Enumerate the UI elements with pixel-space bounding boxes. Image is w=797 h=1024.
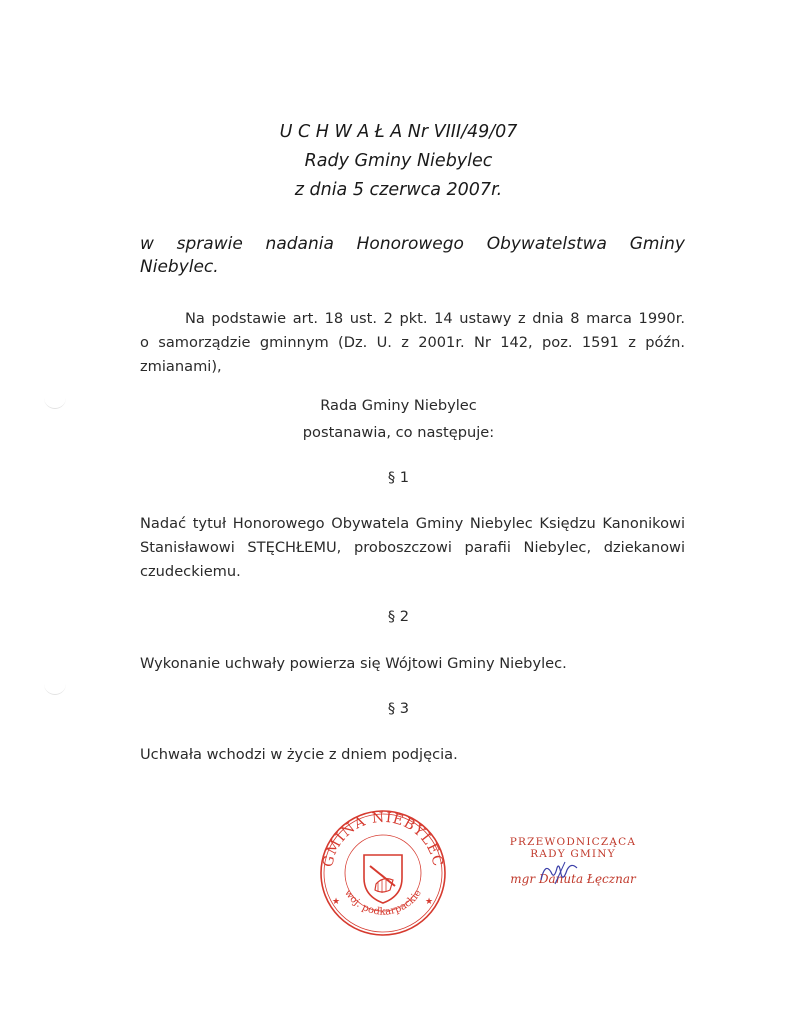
- legal-basis-line: o samorządzie gminnym (Dz. U. z 2001r. Nr 142, poz. 1591 z późn.: [140, 334, 685, 351]
- legal-basis-line: Na podstawie art. 18 ust. 2 pkt. 14 ustawy z dnia 8 marca 1990r.: [185, 310, 685, 327]
- section-mark-1: § 1: [387, 469, 410, 486]
- legal-basis-paragraph: [140, 307, 685, 379]
- coat-of-arms-shield-icon: [364, 855, 402, 903]
- legal-basis-line: zmianami),: [140, 358, 222, 375]
- section-2-text: [140, 652, 685, 676]
- subject-line-1: w sprawie nadania Honorowego Obywatelstwa Gminy: [140, 234, 685, 254]
- section-1-text: [140, 512, 685, 584]
- signatory-title: PRZEWODNICZĄCA: [509, 836, 637, 848]
- handwritten-signature: [535, 858, 585, 888]
- official-seal-stamp: [318, 808, 448, 938]
- svg-text:★: ★: [332, 897, 341, 907]
- seal-inner-text: woj. podkarpackie: [342, 887, 424, 918]
- council-name: Rada Gminy Niebylec: [320, 397, 477, 414]
- resolution-number: U C H W A Ł A Nr VIII/49/07: [279, 122, 518, 142]
- section-mark-2: § 2: [387, 608, 410, 625]
- section-mark-3: § 3: [387, 700, 410, 717]
- council-decides: postanawia, co następuje:: [302, 424, 495, 441]
- resolution-date: z dnia 5 czerwca 2007r.: [294, 180, 503, 200]
- section-3-line: Uchwała wchodzi w życie z dniem podjęcia.: [140, 746, 458, 763]
- section-2-line: Wykonanie uchwały powierza się Wójtowi Gminy Niebylec.: [140, 655, 567, 672]
- section-1-line: Stanisławowi STĘCHŁEMU, proboszczowi parafii Niebylec, dziekanowi: [140, 539, 685, 556]
- section-1-line: czudeckiemu.: [140, 563, 241, 580]
- section-1-line: Nadać tytuł Honorowego Obywatela Gminy Niebylec Księdzu Kanonikowi: [140, 515, 685, 532]
- signatory-title-2: RADY GMINY: [530, 848, 616, 860]
- seal-outer-text: GMINA NIEBYLEC: [320, 809, 446, 869]
- subject-line-2: Niebylec.: [140, 257, 219, 277]
- punch-hole-mark: [44, 680, 66, 695]
- council-name-heading: Rady Gminy Niebylec: [304, 151, 493, 171]
- signatory-name: mgr Danuta Łęcznar: [510, 872, 636, 886]
- section-3-text: [140, 743, 685, 767]
- svg-text:★: ★: [425, 897, 434, 907]
